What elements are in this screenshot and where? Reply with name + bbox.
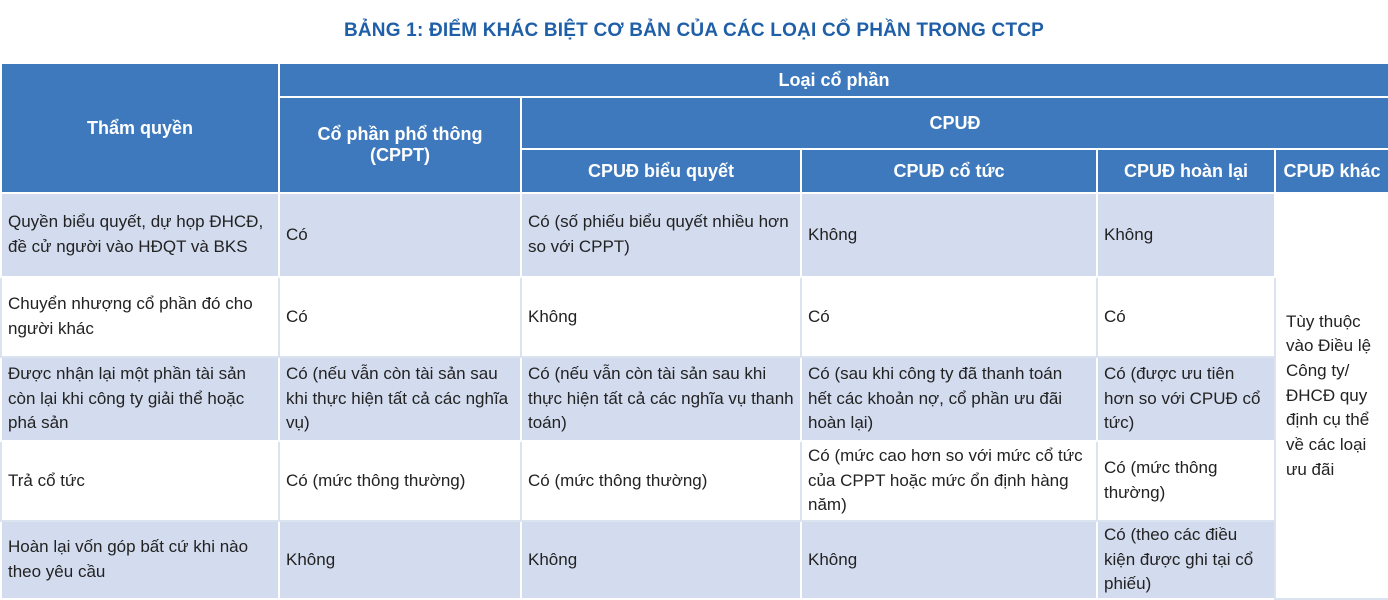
table-row <box>1 357 1388 441</box>
header-cpud-bieu-quyet: CPUĐ biểu quyết <box>521 149 801 193</box>
header-cpud-khac: CPUĐ khác <box>1275 149 1388 193</box>
cell-cppt: Có (nếu vẫn còn tài sản sau khi thực hiện tất cả các nghĩa vụ) <box>279 357 521 441</box>
header-cpud-hoan-lai: CPUĐ hoàn lại <box>1097 149 1275 193</box>
table-title: BẢNG 1: ĐIỂM KHÁC BIỆT CƠ BẢN CỦA CÁC LOẠI CỔ PHẦN TRONG CTCP <box>0 0 1388 62</box>
row-label: Chuyển nhượng cổ phần đó cho người khác <box>1 277 279 357</box>
cell-cppt: Có (mức thông thường) <box>279 441 521 521</box>
cell-cppt: Có <box>279 277 521 357</box>
cell-bieu-quyet: Không <box>521 277 801 357</box>
table-row <box>1 277 1388 357</box>
cell-cppt: Có <box>279 193 521 277</box>
table-row <box>1 193 1388 277</box>
row-label: Được nhận lại một phần tài sản còn lại khi công ty giải thể hoặc phá sản <box>1 357 279 441</box>
cell-hoan-lai: Có <box>1097 277 1275 357</box>
cell-co-tuc: Không <box>801 193 1097 277</box>
header-loai-co-phan: Loại cổ phần <box>279 63 1388 97</box>
row-label: Quyền biểu quyết, dự họp ĐHCĐ, đề cử người vào HĐQT và BKS <box>1 193 279 277</box>
table-row <box>1 521 1388 599</box>
cell-hoan-lai: Có (mức thông thường) <box>1097 441 1275 521</box>
header-cppt: Cổ phần phổ thông (CPPT) <box>279 97 521 193</box>
cell-bieu-quyet: Có (số phiếu biểu quyết nhiều hơn so với CPPT) <box>521 193 801 277</box>
header-cpud-co-tuc: CPUĐ cổ tức <box>801 149 1097 193</box>
table-row <box>1 441 1388 521</box>
row-label: Hoàn lại vốn góp bất cứ khi nào theo yêu cầu <box>1 521 279 599</box>
cell-bieu-quyet: Có (nếu vẫn còn tài sản sau khi thực hiện tất cả các nghĩa vụ thanh toán) <box>521 357 801 441</box>
cell-co-tuc: Có (mức cao hơn so với mức cổ tức của CPPT hoặc mức ổn định hàng năm) <box>801 441 1097 521</box>
cell-cpud-khac-note: Tùy thuộc vào Điều lệ Công ty/ĐHCĐ quy định cụ thể về các loại ưu đãi <box>1275 193 1388 599</box>
cell-co-tuc: Không <box>801 521 1097 599</box>
header-cpud: CPUĐ <box>521 97 1388 149</box>
cell-hoan-lai: Có (được ưu tiên hơn so với CPUĐ cổ tức) <box>1097 357 1275 441</box>
cell-bieu-quyet: Không <box>521 521 801 599</box>
cell-hoan-lai: Không <box>1097 193 1275 277</box>
row-label: Trả cổ tức <box>1 441 279 521</box>
cell-bieu-quyet: Có (mức thông thường) <box>521 441 801 521</box>
cell-co-tuc: Có <box>801 277 1097 357</box>
cell-cppt: Không <box>279 521 521 599</box>
cell-hoan-lai: Có (theo các điều kiện được ghi tại cổ phiếu) <box>1097 521 1275 599</box>
header-tham-quyen: Thẩm quyền <box>1 63 279 193</box>
cell-co-tuc: Có (sau khi công ty đã thanh toán hết các khoản nợ, cổ phần ưu đãi hoàn lại) <box>801 357 1097 441</box>
comparison-table <box>0 62 1388 600</box>
